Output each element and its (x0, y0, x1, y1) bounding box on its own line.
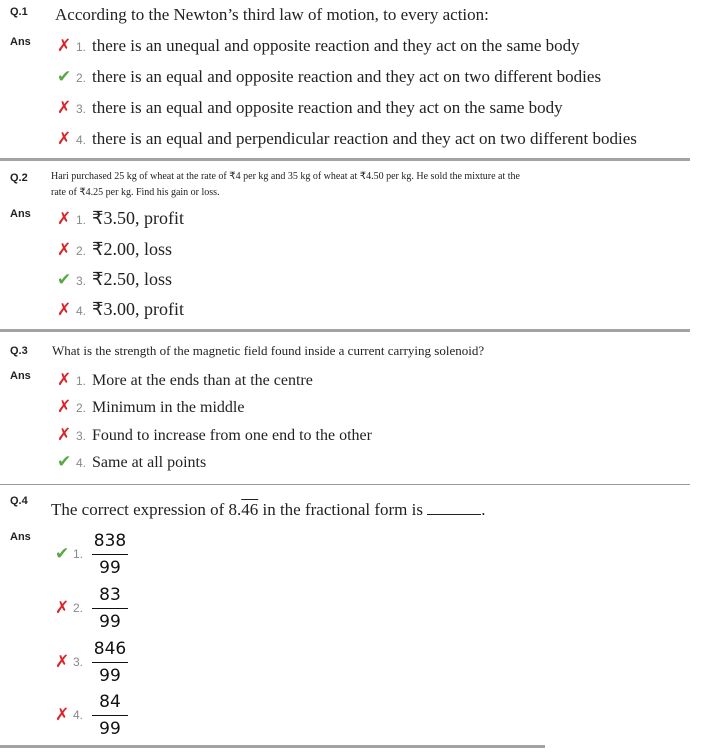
cross-icon: ✗ (57, 370, 72, 390)
option-number: 3. (76, 274, 87, 288)
numerator: 84 (99, 692, 121, 712)
option-text: there is an equal and opposite reaction and they act on the same body (92, 98, 563, 117)
option-1[interactable] (57, 370, 313, 390)
option-number: 3. (76, 102, 87, 116)
cross-icon: ✗ (57, 425, 72, 445)
option-number: 4. (76, 304, 87, 318)
option-number: 1. (73, 547, 84, 561)
question-divider (0, 158, 690, 161)
cross-icon: ✗ (57, 240, 72, 260)
option-number: 4. (76, 133, 87, 147)
option-number: 3. (76, 429, 87, 443)
option-number: 2. (73, 601, 84, 615)
option-text: ₹3.00, profit (92, 299, 184, 319)
option-number: 4. (73, 708, 84, 722)
denominator: 99 (99, 666, 121, 686)
question-text-part: . (481, 500, 486, 519)
question-label: Q.2 (10, 172, 28, 184)
fraction-bar (92, 554, 128, 555)
answer-blank (427, 500, 481, 515)
option-4[interactable] (57, 299, 184, 320)
option-text: Minimum in the middle (92, 399, 245, 416)
fraction (92, 584, 128, 633)
option-3[interactable] (57, 269, 172, 290)
check-icon: ✔ (55, 544, 70, 564)
cross-icon: ✗ (57, 98, 72, 118)
question-label: Q.1 (10, 6, 28, 18)
option-text: there is an unequal and opposite reaction and they act on the same body (92, 36, 580, 55)
denominator: 99 (99, 612, 121, 632)
option-2[interactable] (57, 397, 244, 417)
option-number: 2. (76, 401, 87, 415)
option-1[interactable] (57, 208, 184, 229)
option-number: 3. (73, 655, 84, 669)
option-text: ₹2.00, loss (92, 239, 172, 259)
question-text: According to the Newton’s third law of motion, to every action: (55, 5, 489, 24)
fraction-bar (92, 608, 128, 609)
denominator: 99 (99, 558, 121, 578)
option-text: ₹2.50, loss (92, 269, 172, 289)
cross-icon: ✗ (57, 397, 72, 417)
repeating-digits: 46 (241, 500, 259, 519)
cross-icon: ✗ (57, 129, 72, 149)
option-text: there is an equal and opposite reaction and they act on two different bodies (92, 67, 602, 86)
fraction (92, 691, 128, 740)
answer-label: Ans (10, 36, 31, 48)
fraction-bar (92, 715, 128, 716)
option-4[interactable] (57, 129, 637, 149)
option-text: Found to increase from one end to the other (92, 427, 372, 444)
option-1[interactable] (57, 36, 580, 56)
cross-icon: ✗ (55, 652, 70, 672)
option-3[interactable] (57, 98, 563, 118)
denominator: 99 (99, 719, 121, 739)
numerator: 846 (93, 639, 127, 659)
cross-icon: ✗ (55, 598, 70, 618)
option-number: 1. (76, 374, 87, 388)
question-text (51, 500, 486, 520)
cross-icon: ✗ (57, 209, 72, 229)
answer-label: Ans (10, 370, 31, 382)
option-2[interactable] (57, 239, 172, 260)
question-text-part: The correct expression of 8. (51, 500, 242, 519)
fraction (92, 638, 128, 687)
numerator: 838 (93, 531, 127, 551)
cross-icon: ✗ (57, 36, 72, 56)
fraction-bar (92, 662, 128, 663)
option-2[interactable] (57, 67, 601, 87)
question-divider (0, 329, 690, 332)
cross-icon: ✗ (55, 705, 70, 725)
option-number: 1. (76, 40, 87, 54)
check-icon: ✔ (57, 270, 72, 290)
option-text: More at the ends than at the centre (92, 372, 313, 389)
option-text: Same at all points (92, 454, 207, 471)
question-text: What is the strength of the magnetic field found inside a current carrying solenoid? (52, 343, 485, 358)
option-number: 2. (76, 71, 87, 85)
fraction (92, 530, 128, 579)
option-4[interactable] (57, 452, 206, 472)
numerator: 83 (99, 585, 121, 605)
question-label: Q.4 (10, 495, 28, 507)
option-text: there is an equal and perpendicular reaction and they act on two different bodies (92, 129, 637, 148)
option-3[interactable] (57, 425, 372, 445)
question-text-line-2: rate of ₹4.25 per kg. Find his gain or loss. (51, 187, 220, 198)
question-text-part: in the fractional form is (258, 500, 428, 519)
cross-icon: ✗ (57, 300, 72, 320)
question-label: Q.3 (10, 345, 28, 357)
option-number: 4. (76, 456, 87, 470)
option-text: ₹3.50, profit (92, 208, 184, 228)
question-divider (0, 484, 690, 485)
question-text-line-1: Hari purchased 25 kg of wheat at the rate of ₹4 per kg and 35 kg of wheat at ₹4.50 per kg. He sold the mixture at the (51, 171, 520, 182)
answer-label: Ans (10, 208, 31, 220)
question-divider (0, 745, 545, 748)
option-number: 1. (76, 213, 87, 227)
option-number: 2. (76, 244, 87, 258)
check-icon: ✔ (57, 67, 72, 87)
answer-label: Ans (10, 531, 31, 543)
check-icon: ✔ (57, 452, 72, 472)
